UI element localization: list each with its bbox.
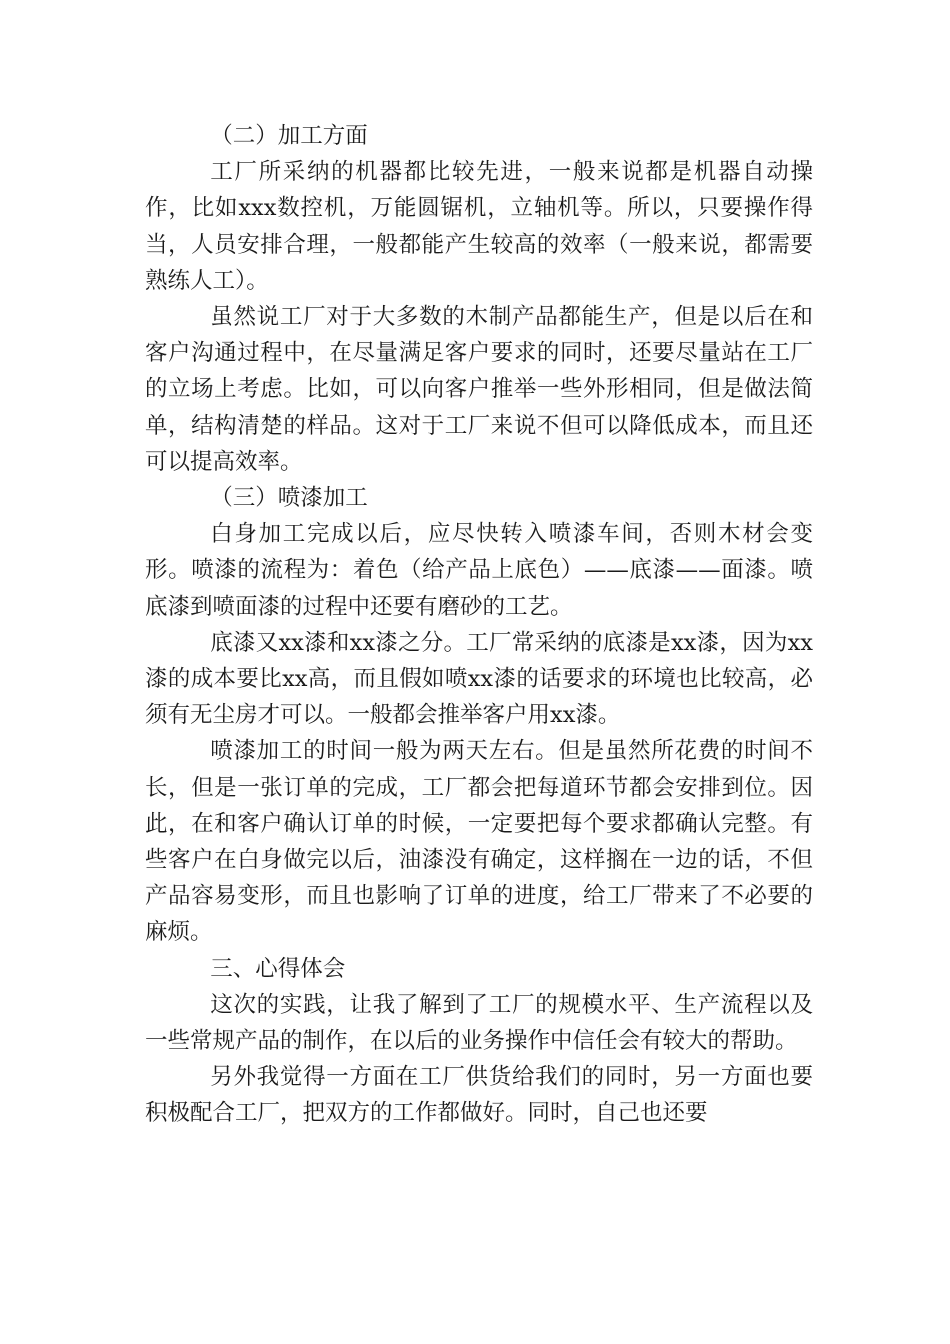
paragraph-painting-process: 白身加工完成以后，应尽快转入喷漆车间，否则木材会变形。喷漆的流程为：着色（给产品上底色）——底漆——面漆。喷底漆到喷面漆的过程中还要有磨砂的工艺。: [145, 521, 813, 620]
section-heading-processing: （二）加工方面: [210, 123, 368, 149]
paragraph-cooperation: 另外我觉得一方面在工厂供货给我们的同时，另一方面也要积极配合工厂，把双方的工作都做好。同时，自己也还要: [145, 1064, 813, 1127]
section-heading-reflections: 三、心得体会: [210, 955, 346, 982]
paragraph-customer-communication: 虽然说工厂对于大多数的木制产品都能生产，但是以后在和客户沟通过程中，在尽量满足客户要求的同时，还要尽量站在工厂的立场上考虑。比如，可以向客户推举一些外形相同，但是做法简单，结构清楚的样品。这对于工厂来说不但可以降低成本，而且还可以提高效率。: [145, 304, 813, 475]
paragraph-painting-time: 喷漆加工的时间一般为两天左右。但是虽然所花费的时间不长，但是一张订单的完成，工厂都会把每道环节都会安排到位。因此，在和客户确认订单的时候，一定要把每个要求都确认完整。有些客户在白身做完以后，油漆没有确定，这样搁在一边的话，不但产品容易变形，而且也影响了订单的进度，给工厂带来了不必要的麻烦。: [145, 738, 813, 946]
document-body: [145, 118, 813, 1132]
section-heading-painting: （三）喷漆加工: [210, 485, 368, 512]
paragraph-machinery: 工厂所采纳的机器都比较先进，一般来说都是机器自动操作，比如xxx数控机，万能圆锯机，立轴机等。所以，只要操作得当，人员安排合理，一般都能产生较高的效率（一般来说，都需要熟练人工）。: [145, 159, 813, 294]
paragraph-practice-summary: 这次的实践，让我了解到了工厂的规模水平、生产流程以及一些常规产品的制作，在以后的业务操作中信任会有较大的帮助。: [145, 991, 813, 1055]
paragraph-primer-types: 底漆又xx漆和xx漆之分。工厂常采纳的底漆是xx漆，因为xx漆的成本要比xx高，而且假如喷xx漆的话要求的环境也比较高，必须有无尘房才可以。一般都会推举客户用xx漆。: [145, 629, 813, 729]
